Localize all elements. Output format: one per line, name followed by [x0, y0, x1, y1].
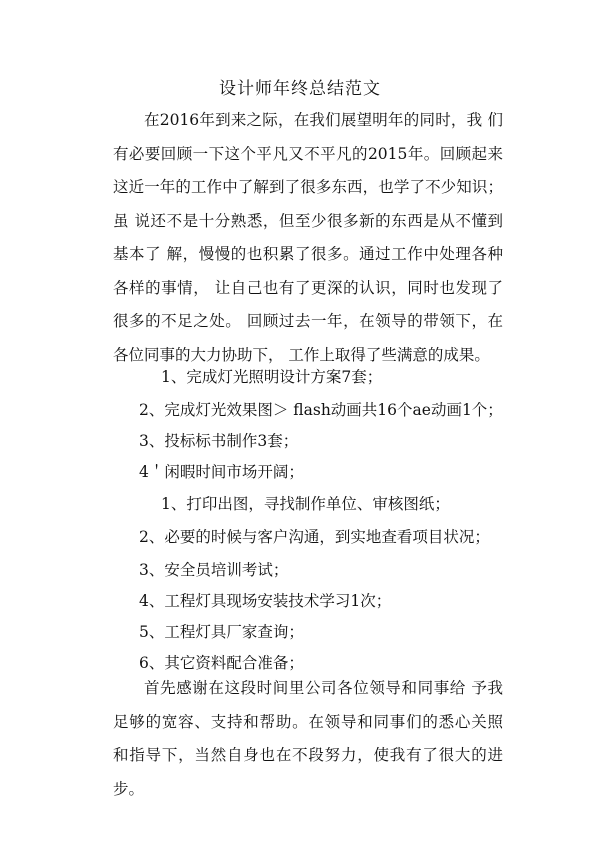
list-item: 2、完成灯光效果图＞ flash动画共16个ae动画1个；: [139, 401, 503, 419]
closing-paragraph: 首先感谢在这段时间里公司各位领导和同事给 予我足够的宽容、支持和帮助。在领导和同事们的悉心关照 和指导下，当然自身也在不段努力，使我有了很大的进步。: [113, 679, 503, 798]
intro-paragraph: 在2016年到来之际，在我们展望明年的同时，我 们有必要回顾一下这个平凡又不平凡的2015年。回顾起来 这近一年的工作中了解到了很多东西，也学了不少知识；虽 说还不是十分熟悉，但至少很多新的东西是从不懂到基本了 解，慢慢的也积累了很多。通过工作中处理各种各样的事情， 让自己也有了更深的认识，同时也发现了很多的不足之处。 回顾过去一年，在领导的带领下，在各位同事的大力协助下， 工作上取得了些满意的成果。: [113, 111, 503, 364]
list-item: 5、工程灯具厂家查询；: [139, 623, 304, 641]
list-item: 3、投标标书制作3套；: [139, 432, 299, 450]
document-title: 设计师年终总结范文: [219, 79, 381, 99]
list-item: 1、打印出图，寻找制作单位、审核图纸；: [161, 495, 450, 513]
list-item: 3、安全员培训考试；: [139, 561, 289, 579]
list-item: 2、必要的时候与客户沟通，到实地查看项目状况；: [139, 528, 490, 546]
list-item: 1、完成灯光照明设计方案7套；: [161, 368, 383, 386]
list-item: 4＇闲暇时间市场开阔；: [139, 463, 304, 481]
list-item: 4、工程灯具现场安装技术学习1次；: [139, 592, 392, 610]
list-item: 6、其它资料配合准备；: [139, 654, 304, 672]
